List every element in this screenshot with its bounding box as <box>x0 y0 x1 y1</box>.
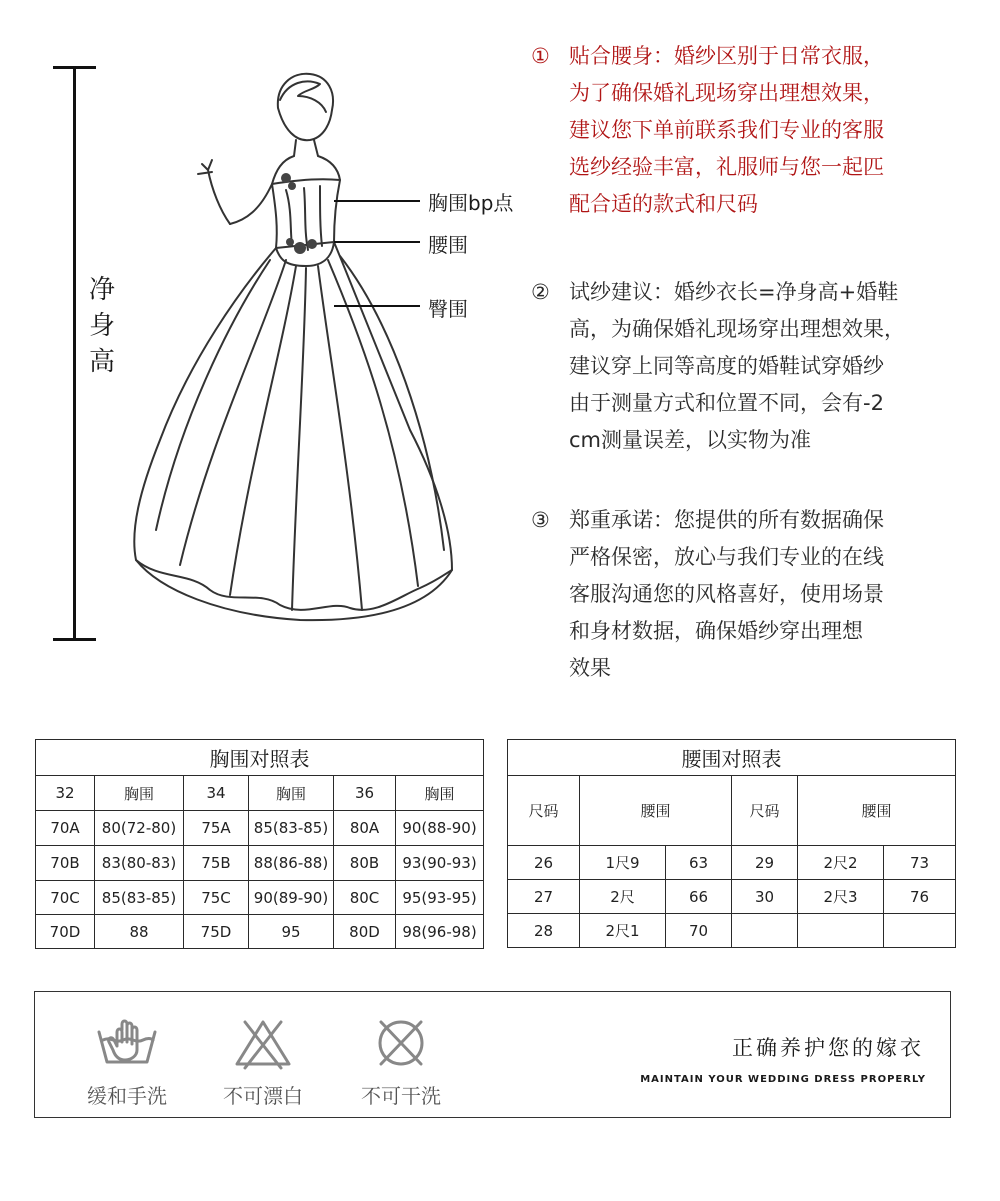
table-cell <box>884 914 956 948</box>
table-cell: 80(72-80) <box>95 811 184 846</box>
table-cell: 30 <box>732 880 798 914</box>
care-instructions-box <box>34 991 951 1118</box>
care-item-hand-wash <box>67 1016 187 1109</box>
care-label: 不可干洗 <box>361 1084 441 1108</box>
table-cell: 29 <box>732 846 798 880</box>
table-cell: 27 <box>508 880 580 914</box>
table-row <box>508 880 956 914</box>
note-privacy-promise <box>531 502 971 687</box>
table-cell: 63 <box>666 846 732 880</box>
table-cell: 93(90-93) <box>396 846 484 881</box>
note-fit-waist <box>531 38 971 223</box>
height-label-char: 高 <box>88 347 115 377</box>
table-cell: 70C <box>36 881 95 915</box>
note-fitting-advice <box>531 274 971 459</box>
hip-callout-line <box>334 305 420 307</box>
bust-callout-line <box>334 200 420 202</box>
note-number: ② <box>531 280 550 304</box>
waist-size-table <box>507 739 956 948</box>
table-cell: 1尺9 <box>580 846 666 880</box>
table-row <box>36 811 484 846</box>
bust-table-header: 34 <box>184 776 249 811</box>
table-cell: 85(83-85) <box>95 881 184 915</box>
table-cell: 75C <box>184 881 249 915</box>
waist-table-header: 腰围 <box>798 776 956 846</box>
no-dry-clean-icon <box>369 1016 433 1070</box>
note-line: cm测量误差，以实物为准 <box>569 428 812 452</box>
table-cell: 70 <box>666 914 732 948</box>
no-bleach-icon <box>231 1016 295 1070</box>
note-line: 建议您下单前联系我们专业的客服 <box>569 118 884 142</box>
bust-table-header: 胸围 <box>249 776 334 811</box>
bust-table-title: 胸围对照表 <box>36 740 484 776</box>
table-cell: 95 <box>249 915 334 949</box>
waist-callout-line <box>334 241 420 243</box>
table-cell: 2尺 <box>580 880 666 914</box>
table-cell: 95(93-95) <box>396 881 484 915</box>
height-ruler <box>73 67 76 640</box>
table-cell: 26 <box>508 846 580 880</box>
table-cell: 75B <box>184 846 249 881</box>
table-cell: 85(83-85) <box>249 811 334 846</box>
note-line: 高，为确保婚礼现场穿出理想效果， <box>569 317 905 341</box>
bust-table-header: 32 <box>36 776 95 811</box>
table-cell: 70D <box>36 915 95 949</box>
table-cell: 88 <box>95 915 184 949</box>
note-line: 和身材数据，确保婚纱穿出理想 <box>569 619 863 643</box>
bust-table-header: 36 <box>334 776 396 811</box>
height-ruler-top-cap <box>53 66 96 69</box>
table-cell <box>798 914 884 948</box>
wedding-dress-sketch <box>100 60 480 640</box>
note-line: 配合适的款式和尺码 <box>569 192 758 216</box>
table-cell: 70A <box>36 811 95 846</box>
note-line: 客服沟通您的风格喜好，使用场景 <box>569 582 884 606</box>
waist-table-header: 尺码 <box>732 776 798 846</box>
table-cell: 80B <box>334 846 396 881</box>
hip-callout-label: 臀围 <box>428 297 468 321</box>
table-cell: 80C <box>334 881 396 915</box>
table-cell: 88(86-88) <box>249 846 334 881</box>
table-row <box>36 846 484 881</box>
table-cell: 70B <box>36 846 95 881</box>
table-cell: 75A <box>184 811 249 846</box>
note-line: 为了确保婚礼现场穿出理想效果， <box>569 81 884 105</box>
bust-table-header: 胸围 <box>396 776 484 811</box>
bust-callout-label: 胸围bp点 <box>428 191 514 215</box>
table-cell: 2尺3 <box>798 880 884 914</box>
note-line: 郑重承诺：您提供的所有数据确保 <box>569 508 884 532</box>
table-cell: 2尺1 <box>580 914 666 948</box>
table-cell: 83(80-83) <box>95 846 184 881</box>
table-cell: 75D <box>184 915 249 949</box>
table-cell: 80A <box>334 811 396 846</box>
height-ruler-bottom-cap <box>53 638 96 641</box>
note-line: 效果 <box>569 656 611 680</box>
table-cell: 90(89-90) <box>249 881 334 915</box>
bust-table-header: 胸围 <box>95 776 184 811</box>
table-cell: 73 <box>884 846 956 880</box>
table-cell: 90(88-90) <box>396 811 484 846</box>
note-line: 贴合腰身：婚纱区别于日常衣服， <box>569 44 884 68</box>
table-row <box>36 881 484 915</box>
table-cell: 2尺2 <box>798 846 884 880</box>
table-cell: 80D <box>334 915 396 949</box>
table-cell: 98(96-98) <box>396 915 484 949</box>
care-label: 不可漂白 <box>223 1084 303 1108</box>
note-line: 建议穿上同等高度的婚鞋试穿婚纱 <box>569 354 884 378</box>
care-item-no-bleach <box>203 1016 323 1109</box>
table-cell: 28 <box>508 914 580 948</box>
note-line: 由于测量方式和位置不同，会有-2 <box>569 391 884 415</box>
table-row <box>36 915 484 949</box>
note-number: ③ <box>531 508 550 532</box>
height-label-char: 身 <box>88 311 115 341</box>
table-row <box>508 846 956 880</box>
table-cell: 66 <box>666 880 732 914</box>
waist-table-header: 腰围 <box>580 776 732 846</box>
note-line: 严格保密，放心与我们专业的在线 <box>569 545 884 569</box>
waist-callout-label: 腰围 <box>428 233 468 257</box>
table-cell <box>732 914 798 948</box>
waist-table-header: 尺码 <box>508 776 580 846</box>
care-item-no-dry-clean <box>341 1016 461 1109</box>
care-label: 缓和手洗 <box>87 1084 167 1108</box>
table-row <box>508 914 956 948</box>
care-title: 正确养护您的嫁衣 <box>732 1036 924 1060</box>
note-line: 试纱建议：婚纱衣长=净身高+婚鞋 <box>569 280 899 304</box>
table-cell: 76 <box>884 880 956 914</box>
care-subtitle: MAINTAIN YOUR WEDDING DRESS PROPERLY <box>640 1074 926 1085</box>
waist-table-title: 腰围对照表 <box>508 740 956 776</box>
bust-size-table <box>35 739 484 949</box>
note-line: 选纱经验丰富，礼服师与您一起匹 <box>569 155 884 179</box>
hand-wash-icon <box>95 1016 159 1070</box>
height-label-char: 净 <box>88 275 115 305</box>
note-number: ① <box>531 44 550 68</box>
